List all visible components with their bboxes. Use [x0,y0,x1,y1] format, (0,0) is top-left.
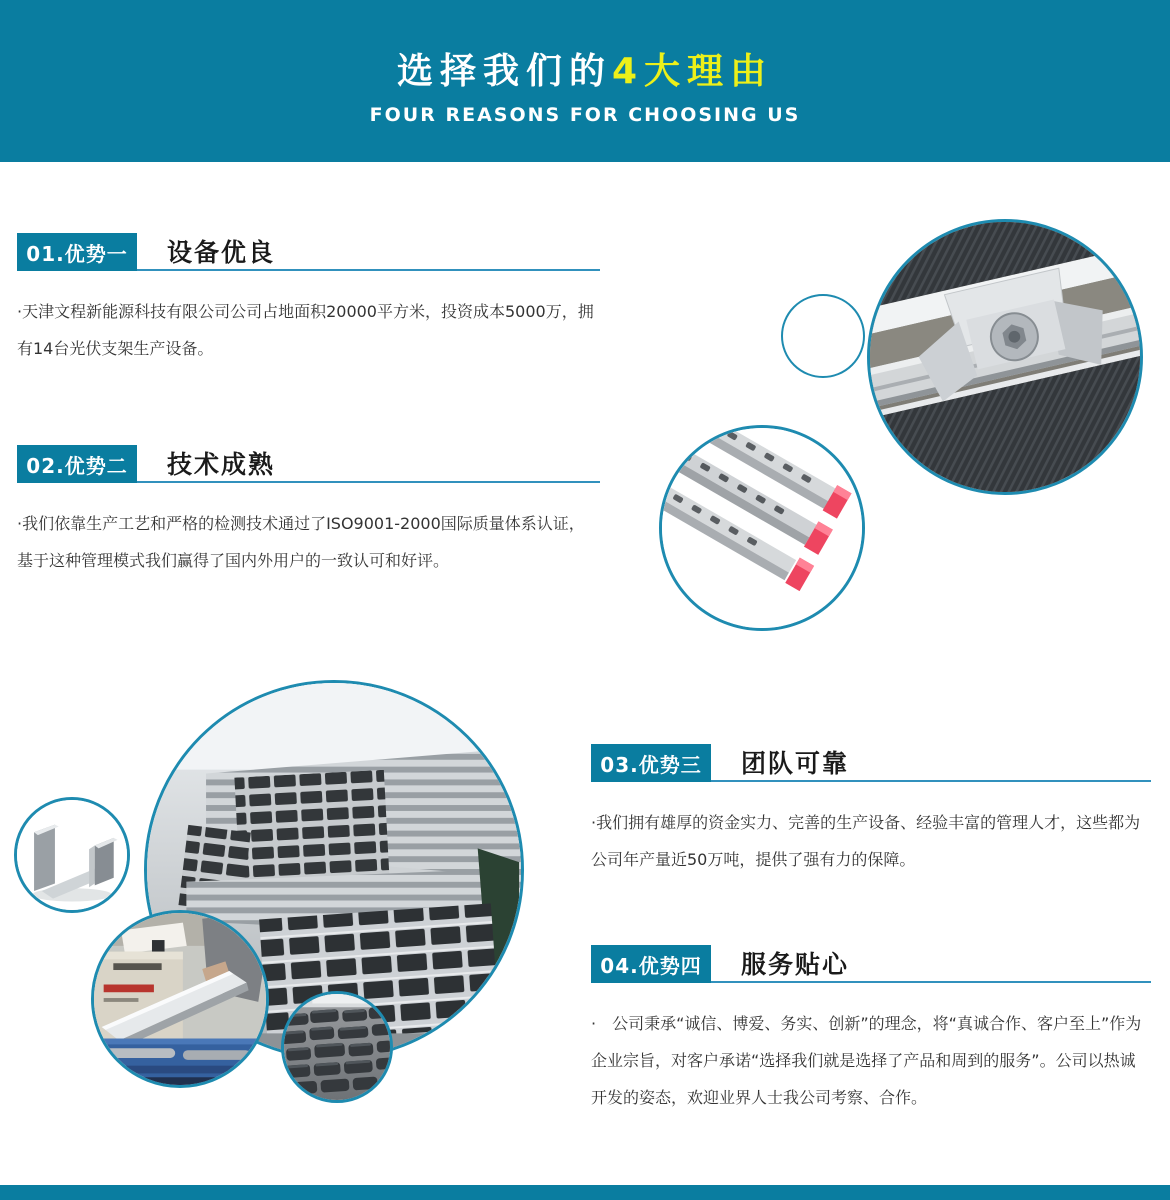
advantage-section-4 [591,945,1151,1116]
stacked-steel-photo [281,991,393,1103]
advantage-underline-4 [711,981,1151,983]
header-band [0,0,1170,162]
u-channel-photo [14,797,130,913]
red-capped-rails-photo [659,425,865,631]
advantage-head-1 [17,233,600,271]
page-subtitle: FOUR REASONS FOR CHOOSING US [369,104,801,126]
advantage-badge-4: 04.优势四 [591,945,711,983]
advantage-title-4: 服务贴心 [741,950,850,979]
page-title-highlight: 4大理由 [611,51,774,92]
advantage-badge-2: 02.优势二 [17,445,137,483]
advantage-head-4 [591,945,1151,983]
advantage-underline-1 [137,269,600,271]
advantage-badge-3: 03.优势三 [591,744,711,782]
advantage-body-4: · 公司秉承“诚信、博爱、务实、创新”的理念，将“真诚合作、客户至上”作为企业宗旨，对客户承诺“选择我们就是选择了产品和周到的服务”。公司以热诚开发的姿态，欢迎业界人士我公司考察、合作。 [591,1014,1142,1107]
solar-clamp-photo [867,219,1143,495]
production-line-photo [91,910,269,1088]
advantage-section-3 [591,744,1151,878]
advantage-title-2: 技术成熟 [167,450,276,479]
advantage-underline-2 [137,481,600,483]
page-title-main: 选择我们的 [396,51,612,92]
advantage-body-1: ·天津文程新能源科技有限公司公司占地面积20000平方米，投资成本5000万，拥有14台光伏支架生产设备。 [17,302,594,358]
advantage-body-3: ·我们拥有雄厚的资金实力、完善的生产设备、经验丰富的管理人才，这些都为公司年产量近50万吨，提供了强有力的保障。 [591,813,1141,869]
footer-band [0,1185,1170,1200]
decorative-outline-circle [781,294,865,378]
advantage-underline-3 [711,780,1151,782]
advantage-title-1: 设备优良 [167,238,276,267]
advantage-head-3 [591,744,1151,782]
advantage-body-2: ·我们依靠生产工艺和严格的检测技术通过了ISO9001-2000国际质量体系认证，基于这种管理模式我们赢得了国内外用户的一致认可和好评。 [17,514,585,570]
advantage-section-2 [17,445,600,579]
advantage-badge-1: 01.优势一 [17,233,137,271]
page-title [0,0,1170,94]
advantage-section-1 [17,233,600,367]
advantage-head-2 [17,445,600,483]
advantage-title-3: 团队可靠 [741,749,850,778]
